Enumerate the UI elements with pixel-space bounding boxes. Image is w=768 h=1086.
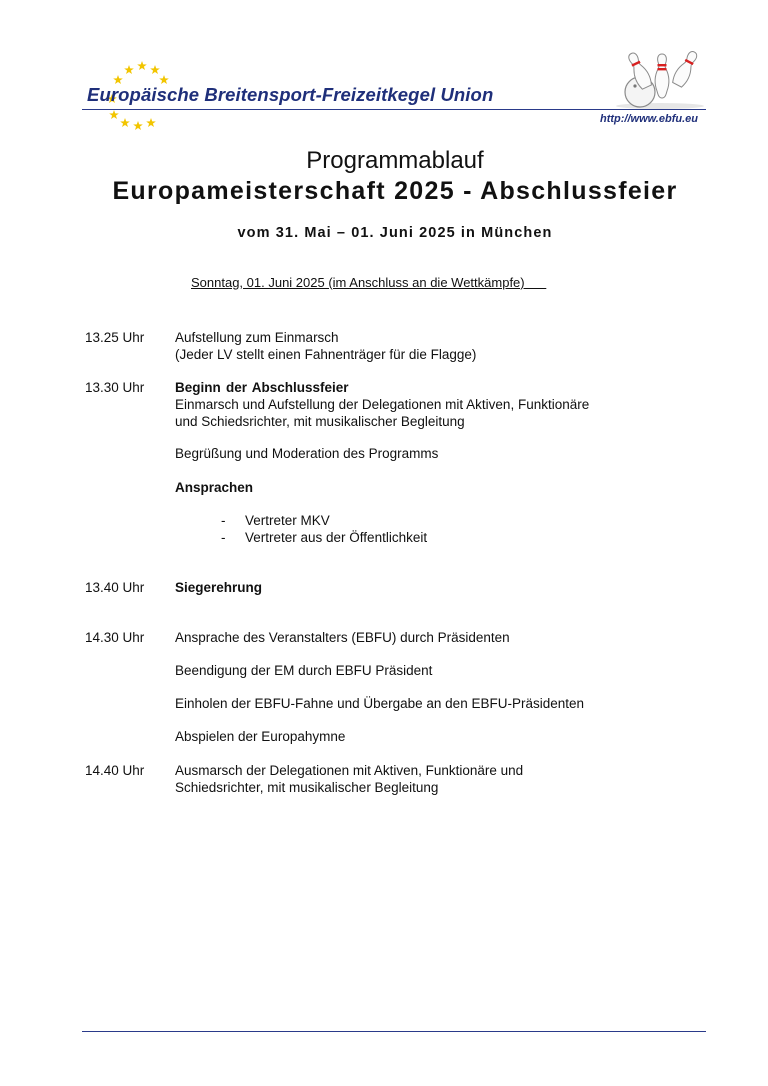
- bullet-dash: -: [221, 530, 226, 545]
- star-9: [133, 121, 143, 130]
- org-name: Europäische Breitensport-Freizeitkegel Union: [87, 84, 494, 105]
- star-7: [109, 110, 119, 119]
- item-time: 14.30 Uhr: [85, 630, 145, 645]
- page-title: Programmablauf: [306, 147, 484, 174]
- item-heading: Siegerehrung: [175, 580, 263, 595]
- item-body: [175, 762, 655, 796]
- bullet-text: Vertreter MKV: [245, 513, 330, 528]
- star-4: [159, 75, 169, 84]
- day-header: Sonntag, 01. Juni 2025 (im Anschluss an die Wettkämpfe): [191, 275, 547, 290]
- item-line: Aufstellung zum Einmarsch: [175, 330, 339, 345]
- star-3: [150, 65, 160, 74]
- star-1: [124, 65, 134, 74]
- item-heading: Ansprachen: [175, 480, 254, 495]
- item-line: Begrüßung und Moderation des Programms: [175, 446, 439, 461]
- event-dates: vom 31. Mai – 01. Juni 2025 in München: [237, 225, 553, 241]
- item-line: und Schiedsrichter, mit musikalischer Begleitung: [175, 414, 465, 429]
- item-heading: Beginn der Abschlussfeier: [175, 380, 349, 395]
- star-2: [137, 61, 147, 70]
- item-line: Ausmarsch der Delegationen mit Aktiven, Funktionäre und: [175, 763, 524, 778]
- bowling-pins-icon: [610, 48, 708, 110]
- event-title: Europameisterschaft 2025 - Abschlussfeier: [112, 177, 678, 205]
- star-8: [120, 118, 130, 127]
- item-time: 13.40 Uhr: [85, 580, 145, 595]
- item-body: [175, 379, 655, 430]
- item-line: Abspielen der Europahymne: [175, 729, 346, 744]
- item-line: Einholen der EBFU-Fahne und Übergabe an den EBFU-Präsidenten: [175, 696, 584, 711]
- star-5: [113, 75, 123, 84]
- footer-divider: [82, 1031, 706, 1032]
- item-line: Schiedsrichter, mit musikalischer Begleitung: [175, 780, 439, 795]
- item-body: [175, 329, 655, 363]
- item-time: 14.40 Uhr: [85, 763, 145, 778]
- item-time: 13.30 Uhr: [85, 380, 145, 395]
- bullet-dash: -: [221, 513, 226, 528]
- bullet-text: Vertreter aus der Öffentlichkeit: [245, 530, 428, 545]
- item-line: (Jeder LV stellt einen Fahnenträger für die Flagge): [175, 347, 477, 362]
- star-10: [146, 118, 156, 127]
- item-line: Ansprache des Veranstalters (EBFU) durch Präsidenten: [175, 630, 510, 645]
- item-time: 13.25 Uhr: [85, 330, 145, 345]
- item-line: Einmarsch und Aufstellung der Delegationen mit Aktiven, Funktionäre: [175, 397, 590, 412]
- item-line: Beendigung der EM durch EBFU Präsident: [175, 663, 433, 678]
- website-url[interactable]: http://www.ebfu.eu: [600, 113, 698, 125]
